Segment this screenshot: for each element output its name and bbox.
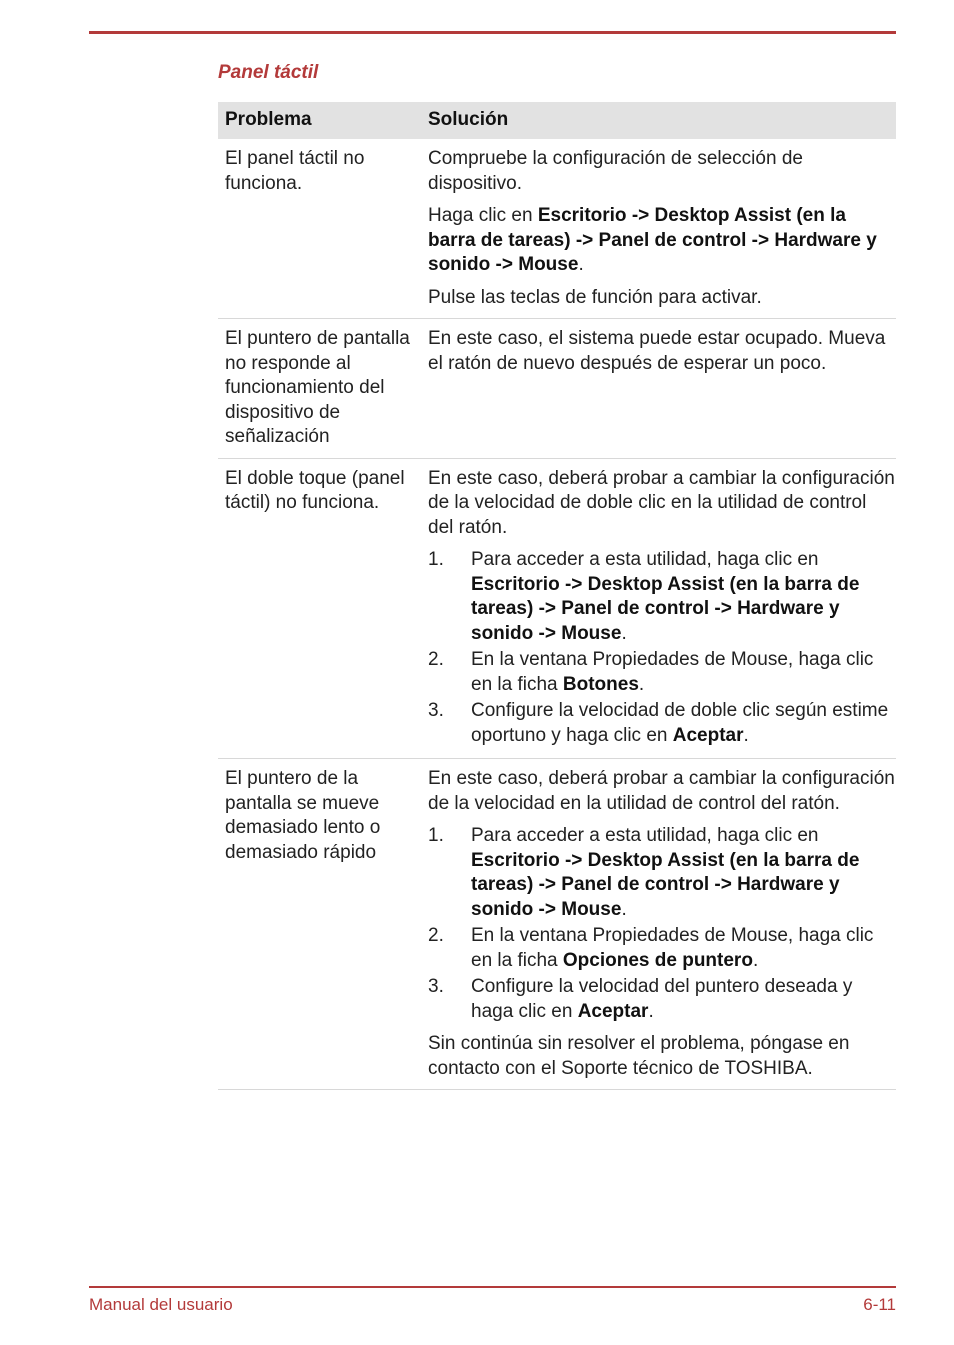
text-run: . — [648, 1000, 654, 1022]
step-text — [471, 924, 896, 973]
solution-paragraph — [428, 204, 896, 278]
header-problem: Problema — [225, 109, 312, 131]
bold-text: Botones — [562, 673, 639, 695]
solution-paragraph — [428, 147, 896, 196]
text-run: En este caso, deberá probar a cambiar la configuración de la velocidad en la utilidad de control del ratón. — [428, 768, 895, 814]
text-run: Configure la velocidad de doble clic según estime oportuno y haga clic en — [471, 700, 889, 746]
step-text — [471, 824, 896, 922]
text-run: . — [621, 898, 627, 920]
step-number: 2. — [428, 925, 444, 946]
section-title: Panel táctil — [218, 62, 319, 83]
problem-cell: El panel táctil no funciona. — [225, 148, 365, 194]
text-run: . — [638, 673, 645, 695]
solution-paragraph — [428, 767, 896, 816]
step-number: 3. — [428, 700, 444, 721]
steps-list — [428, 824, 896, 1024]
text-run: En este caso, el sistema puede estar ocupado. Mueva el ratón de nuevo después de esperar un poco. — [428, 328, 886, 374]
text-run: . — [752, 949, 759, 971]
text-run: En la ventana Propiedades de Mouse, haga clic en la ficha — [471, 649, 874, 695]
header-solution: Solución — [428, 109, 509, 131]
text-run: Configure la velocidad del puntero deseada y haga clic en — [471, 976, 853, 1022]
footer-title: Manual del usuario — [89, 1295, 233, 1314]
problem-cell: El doble toque (panel táctil) no funciona. — [225, 467, 405, 513]
list-item — [428, 648, 896, 697]
text-run: Para acceder a esta utilidad, haga clic en — [471, 825, 819, 846]
step-text — [471, 699, 896, 748]
table-row — [218, 139, 896, 319]
step-number: 2. — [428, 649, 444, 670]
table-body — [218, 139, 896, 1090]
text-run: Haga clic en — [428, 205, 538, 226]
step-text — [471, 548, 896, 646]
solution-paragraph — [428, 1032, 896, 1081]
solution-paragraph — [428, 467, 896, 541]
bold-text: Escritorio -> Desktop Assist (en la barra de tareas) -> Panel de control -> Hardware y sonido -> Mouse — [471, 849, 860, 920]
list-item — [428, 548, 896, 646]
text-run: Sin continúa sin resolver el problema, póngase en contacto con el Soporte técnico de TOSHIBA. — [428, 1033, 850, 1079]
solution-cell — [421, 147, 896, 310]
table-row — [218, 319, 896, 459]
problem-cell: El puntero de pantalla no responde al funcionamiento del dispositivo de señalización — [225, 328, 410, 447]
text-run: . — [621, 622, 627, 644]
solution-paragraph — [428, 286, 896, 311]
solution-paragraph — [428, 327, 896, 376]
bold-text: Aceptar — [672, 724, 744, 746]
top-rule — [89, 31, 896, 34]
steps-list — [428, 548, 896, 748]
step-number: 1. — [428, 549, 444, 570]
step-number: 1. — [428, 825, 444, 846]
bold-text: Escritorio -> Desktop Assist (en la barra de tareas) -> Panel de control -> Hardware y sonido -> Mouse — [471, 573, 860, 644]
table-row — [218, 459, 896, 760]
list-item — [428, 975, 896, 1024]
page-number: 6-11 — [863, 1295, 896, 1314]
bold-text: Opciones de puntero — [562, 949, 753, 971]
solution-cell — [421, 767, 896, 1081]
solution-cell — [421, 467, 896, 751]
text-run: Pulse las teclas de función para activar. — [428, 286, 762, 308]
text-run: En la ventana Propiedades de Mouse, haga clic en la ficha — [471, 925, 874, 971]
text-run: Compruebe la configuración de selección de dispositivo. — [428, 148, 803, 194]
text-run: Para acceder a esta utilidad, haga clic en — [471, 549, 819, 570]
list-item — [428, 824, 896, 922]
list-item — [428, 699, 896, 748]
table-row — [218, 759, 896, 1090]
text-run: . — [743, 724, 749, 746]
problem-cell: El puntero de la pantalla se mueve demasiado lento o demasiado rápido — [225, 768, 381, 863]
step-text — [471, 648, 896, 697]
solution-cell — [421, 327, 896, 450]
text-run: . — [578, 254, 584, 275]
bold-text: Escritorio -> Desktop Assist (en la barra de tareas) -> Panel de control -> Hardware y sonido -> Mouse — [428, 205, 877, 275]
list-item — [428, 924, 896, 973]
bold-text: Aceptar — [577, 1000, 649, 1022]
troubleshooting-table — [218, 102, 896, 1090]
step-number: 3. — [428, 976, 444, 997]
text-run: En este caso, deberá probar a cambiar la configuración de la velocidad de doble clic en la utilidad de control del ratón. — [428, 467, 895, 538]
step-text — [471, 975, 896, 1024]
table-header — [218, 102, 896, 139]
bottom-rule — [89, 1286, 896, 1288]
